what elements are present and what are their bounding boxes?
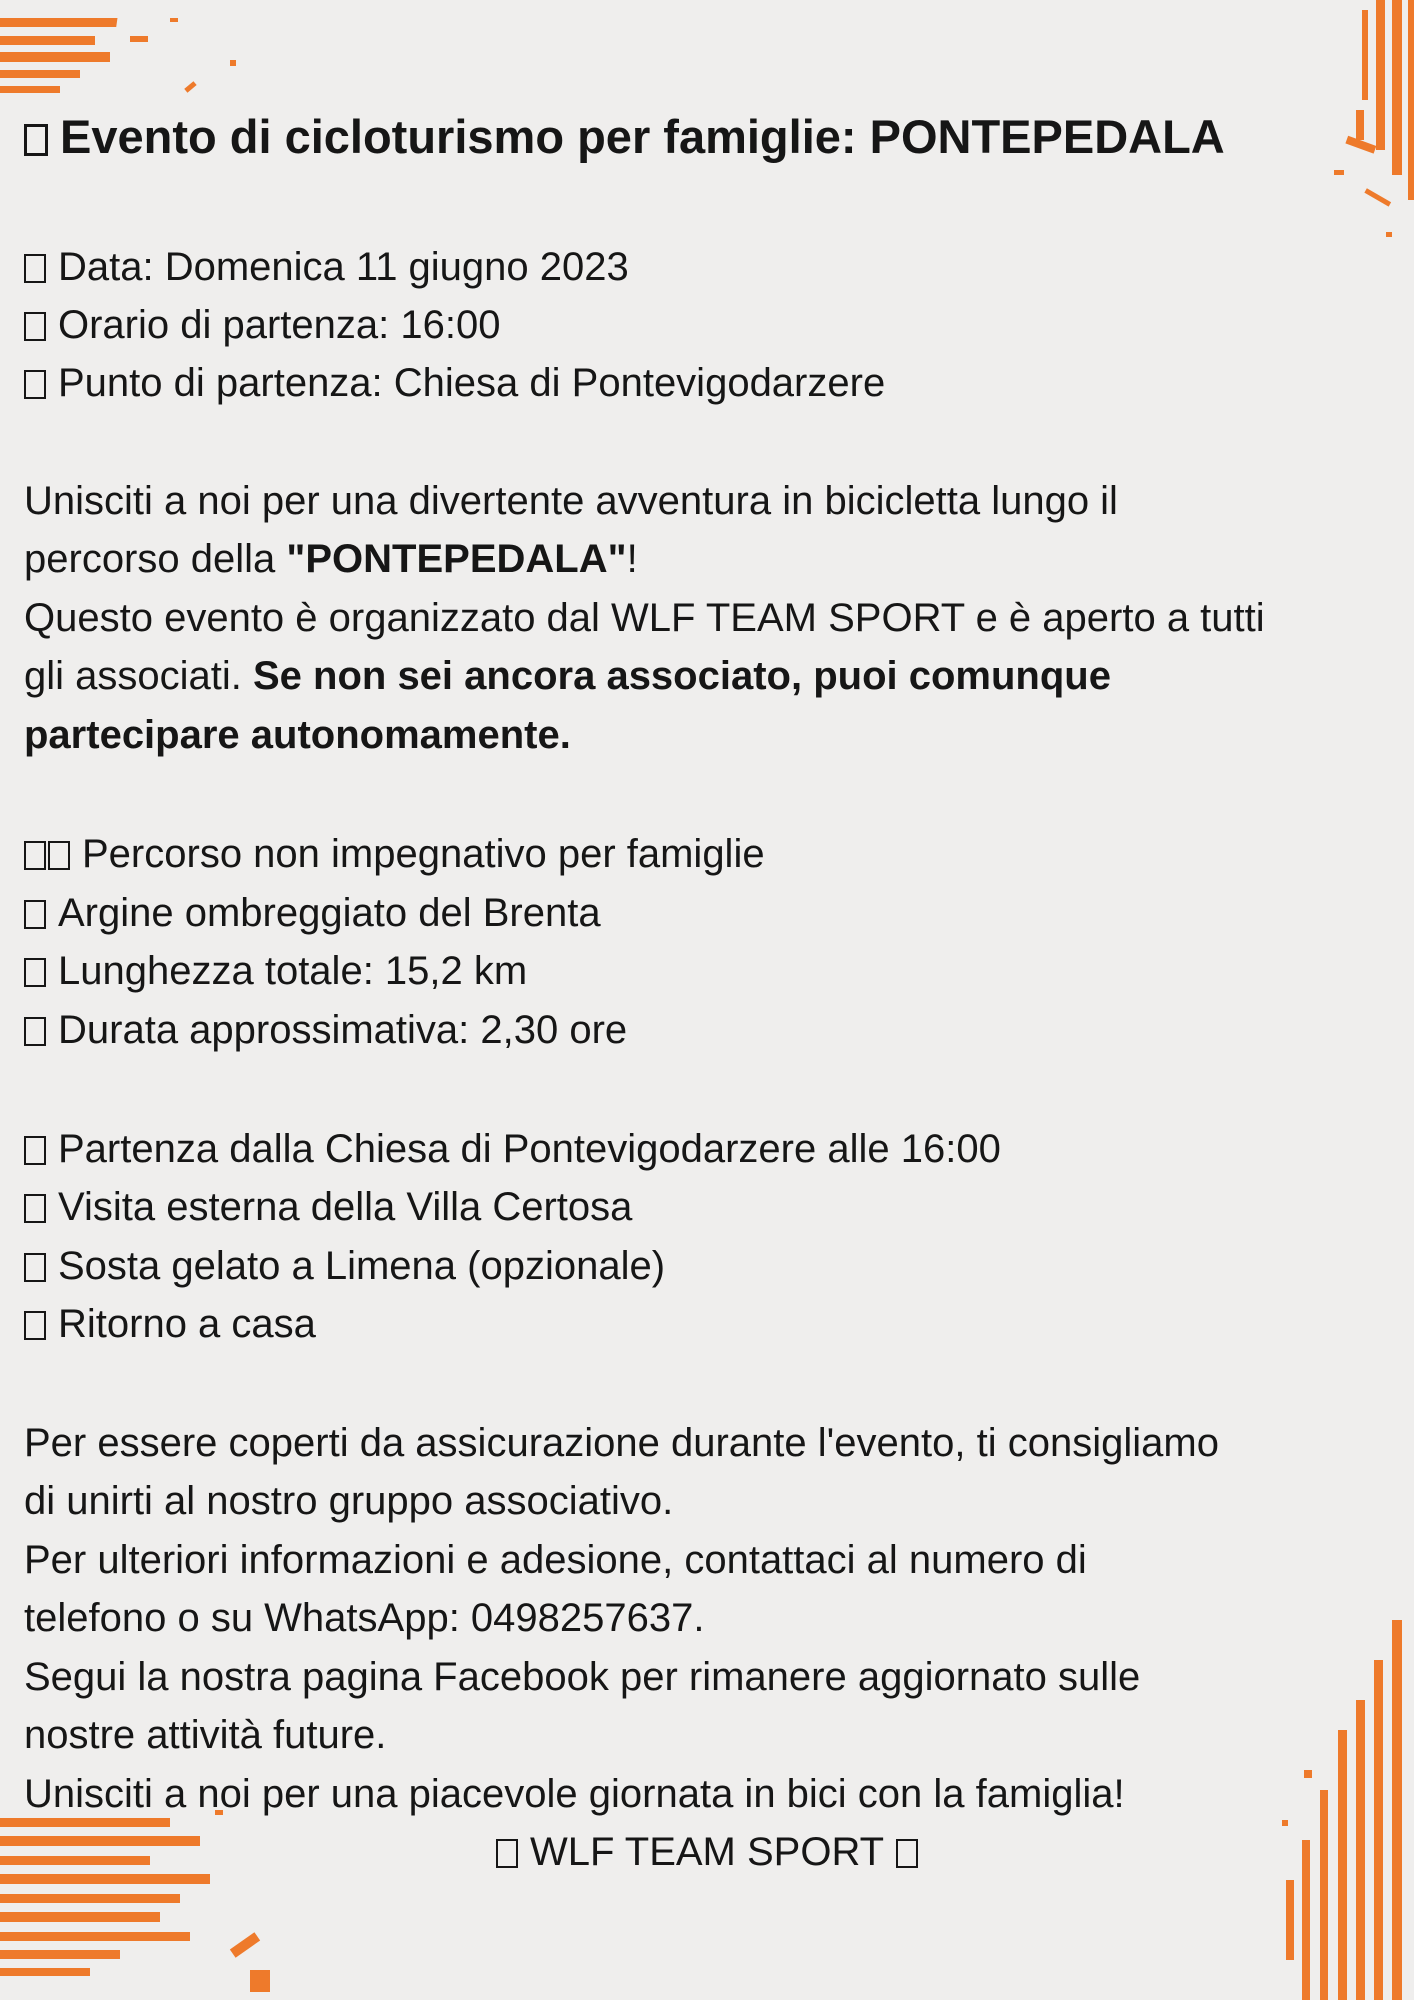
intro-line-3: Questo evento è organizzato dal WLF TEAM SPORT e è aperto a tutti: [24, 596, 1265, 640]
corner-decoration-bottom-right: [1274, 1620, 1414, 2000]
detail-start-point: [24, 354, 885, 412]
missing-glyph-icon: [24, 1136, 46, 1165]
program-item: [24, 1295, 316, 1353]
closing-line: di unirti al nostro gruppo associativo.: [24, 1479, 674, 1523]
closing-line: Per essere coperti da assicurazione durante l'evento, ti consigliamo: [24, 1421, 1219, 1465]
closing-line-phone: telefono o su WhatsApp: 0498257637.: [24, 1596, 705, 1640]
missing-glyph-icon: [24, 124, 48, 156]
route-text: Argine ombreggiato del Brenta: [58, 891, 601, 935]
route-text: Lunghezza totale: 15,2 km: [58, 949, 528, 993]
intro-line-4: [24, 647, 1111, 705]
intro-text: gli associati.: [24, 654, 253, 698]
intro-text: percorso della: [24, 537, 287, 581]
detail-date: [24, 238, 629, 296]
footer-signature: [24, 1823, 1390, 1881]
missing-glyph-icon: [24, 254, 46, 283]
missing-glyph-icon: [24, 1017, 46, 1046]
event-title: [24, 108, 1225, 166]
route-item: [24, 942, 527, 1000]
detail-text: Orario di partenza: 16:00: [58, 303, 501, 347]
event-title-text: Evento di cicloturismo per famiglie: PONTEPEDALA: [60, 110, 1225, 163]
corner-decoration-top-left: [0, 0, 240, 110]
route-item: [24, 1001, 627, 1059]
intro-bold-text: Se non sei ancora associato, puoi comunque: [252, 654, 1111, 698]
route-text: Percorso non impegnativo per famiglie: [82, 832, 765, 876]
missing-glyph-icon: [24, 312, 46, 341]
detail-text: Data: Domenica 11 giugno 2023: [58, 245, 629, 289]
program-item: [24, 1237, 665, 1295]
closing-line: Per ulteriori informazioni e adesione, contattaci al numero di: [24, 1538, 1087, 1582]
corner-decoration-top-right: [1304, 0, 1414, 240]
program-text: Sosta gelato a Limena (opzionale): [58, 1244, 666, 1288]
program-text: Partenza dalla Chiesa di Pontevigodarzere alle 16:00: [58, 1127, 1001, 1171]
detail-text: Punto di partenza: Chiesa di Pontevigodarzere: [58, 361, 886, 405]
missing-glyph-icon: [24, 900, 46, 929]
missing-glyph-icon: [24, 370, 46, 399]
missing-glyph-icon: [24, 841, 46, 870]
closing-line: Unisciti a noi per una piacevole giornata in bici con la famiglia!: [24, 1772, 1125, 1816]
intro-line-2: [24, 530, 638, 588]
program-text: Visita esterna della Villa Certosa: [58, 1185, 633, 1229]
missing-glyph-icon: [24, 1311, 46, 1340]
detail-time: [24, 296, 500, 354]
program-item: [24, 1178, 632, 1236]
intro-text: !: [626, 537, 638, 581]
intro-line-1: Unisciti a noi per una divertente avventura in bicicletta lungo il: [24, 479, 1118, 523]
program-item: [24, 1120, 1001, 1178]
event-name-bold: "PONTEPEDALA": [286, 537, 627, 581]
closing-line: nostre attività future.: [24, 1713, 387, 1757]
missing-glyph-icon: [496, 1839, 518, 1868]
missing-glyph-icon: [24, 1194, 46, 1223]
route-item: [24, 884, 601, 942]
footer-text: WLF TEAM SPORT: [529, 1830, 885, 1874]
intro-line-5: partecipare autonomamente.: [24, 713, 571, 757]
program-text: Ritorno a casa: [58, 1302, 316, 1346]
missing-glyph-icon: [48, 841, 70, 870]
route-item: [24, 825, 765, 883]
missing-glyph-icon: [24, 1253, 46, 1282]
route-text: Durata approssimativa: 2,30 ore: [58, 1008, 628, 1052]
closing-line: Segui la nostra pagina Facebook per rimanere aggiornato sulle: [24, 1655, 1141, 1699]
missing-glyph-icon: [24, 958, 46, 987]
missing-glyph-icon: [896, 1839, 918, 1868]
